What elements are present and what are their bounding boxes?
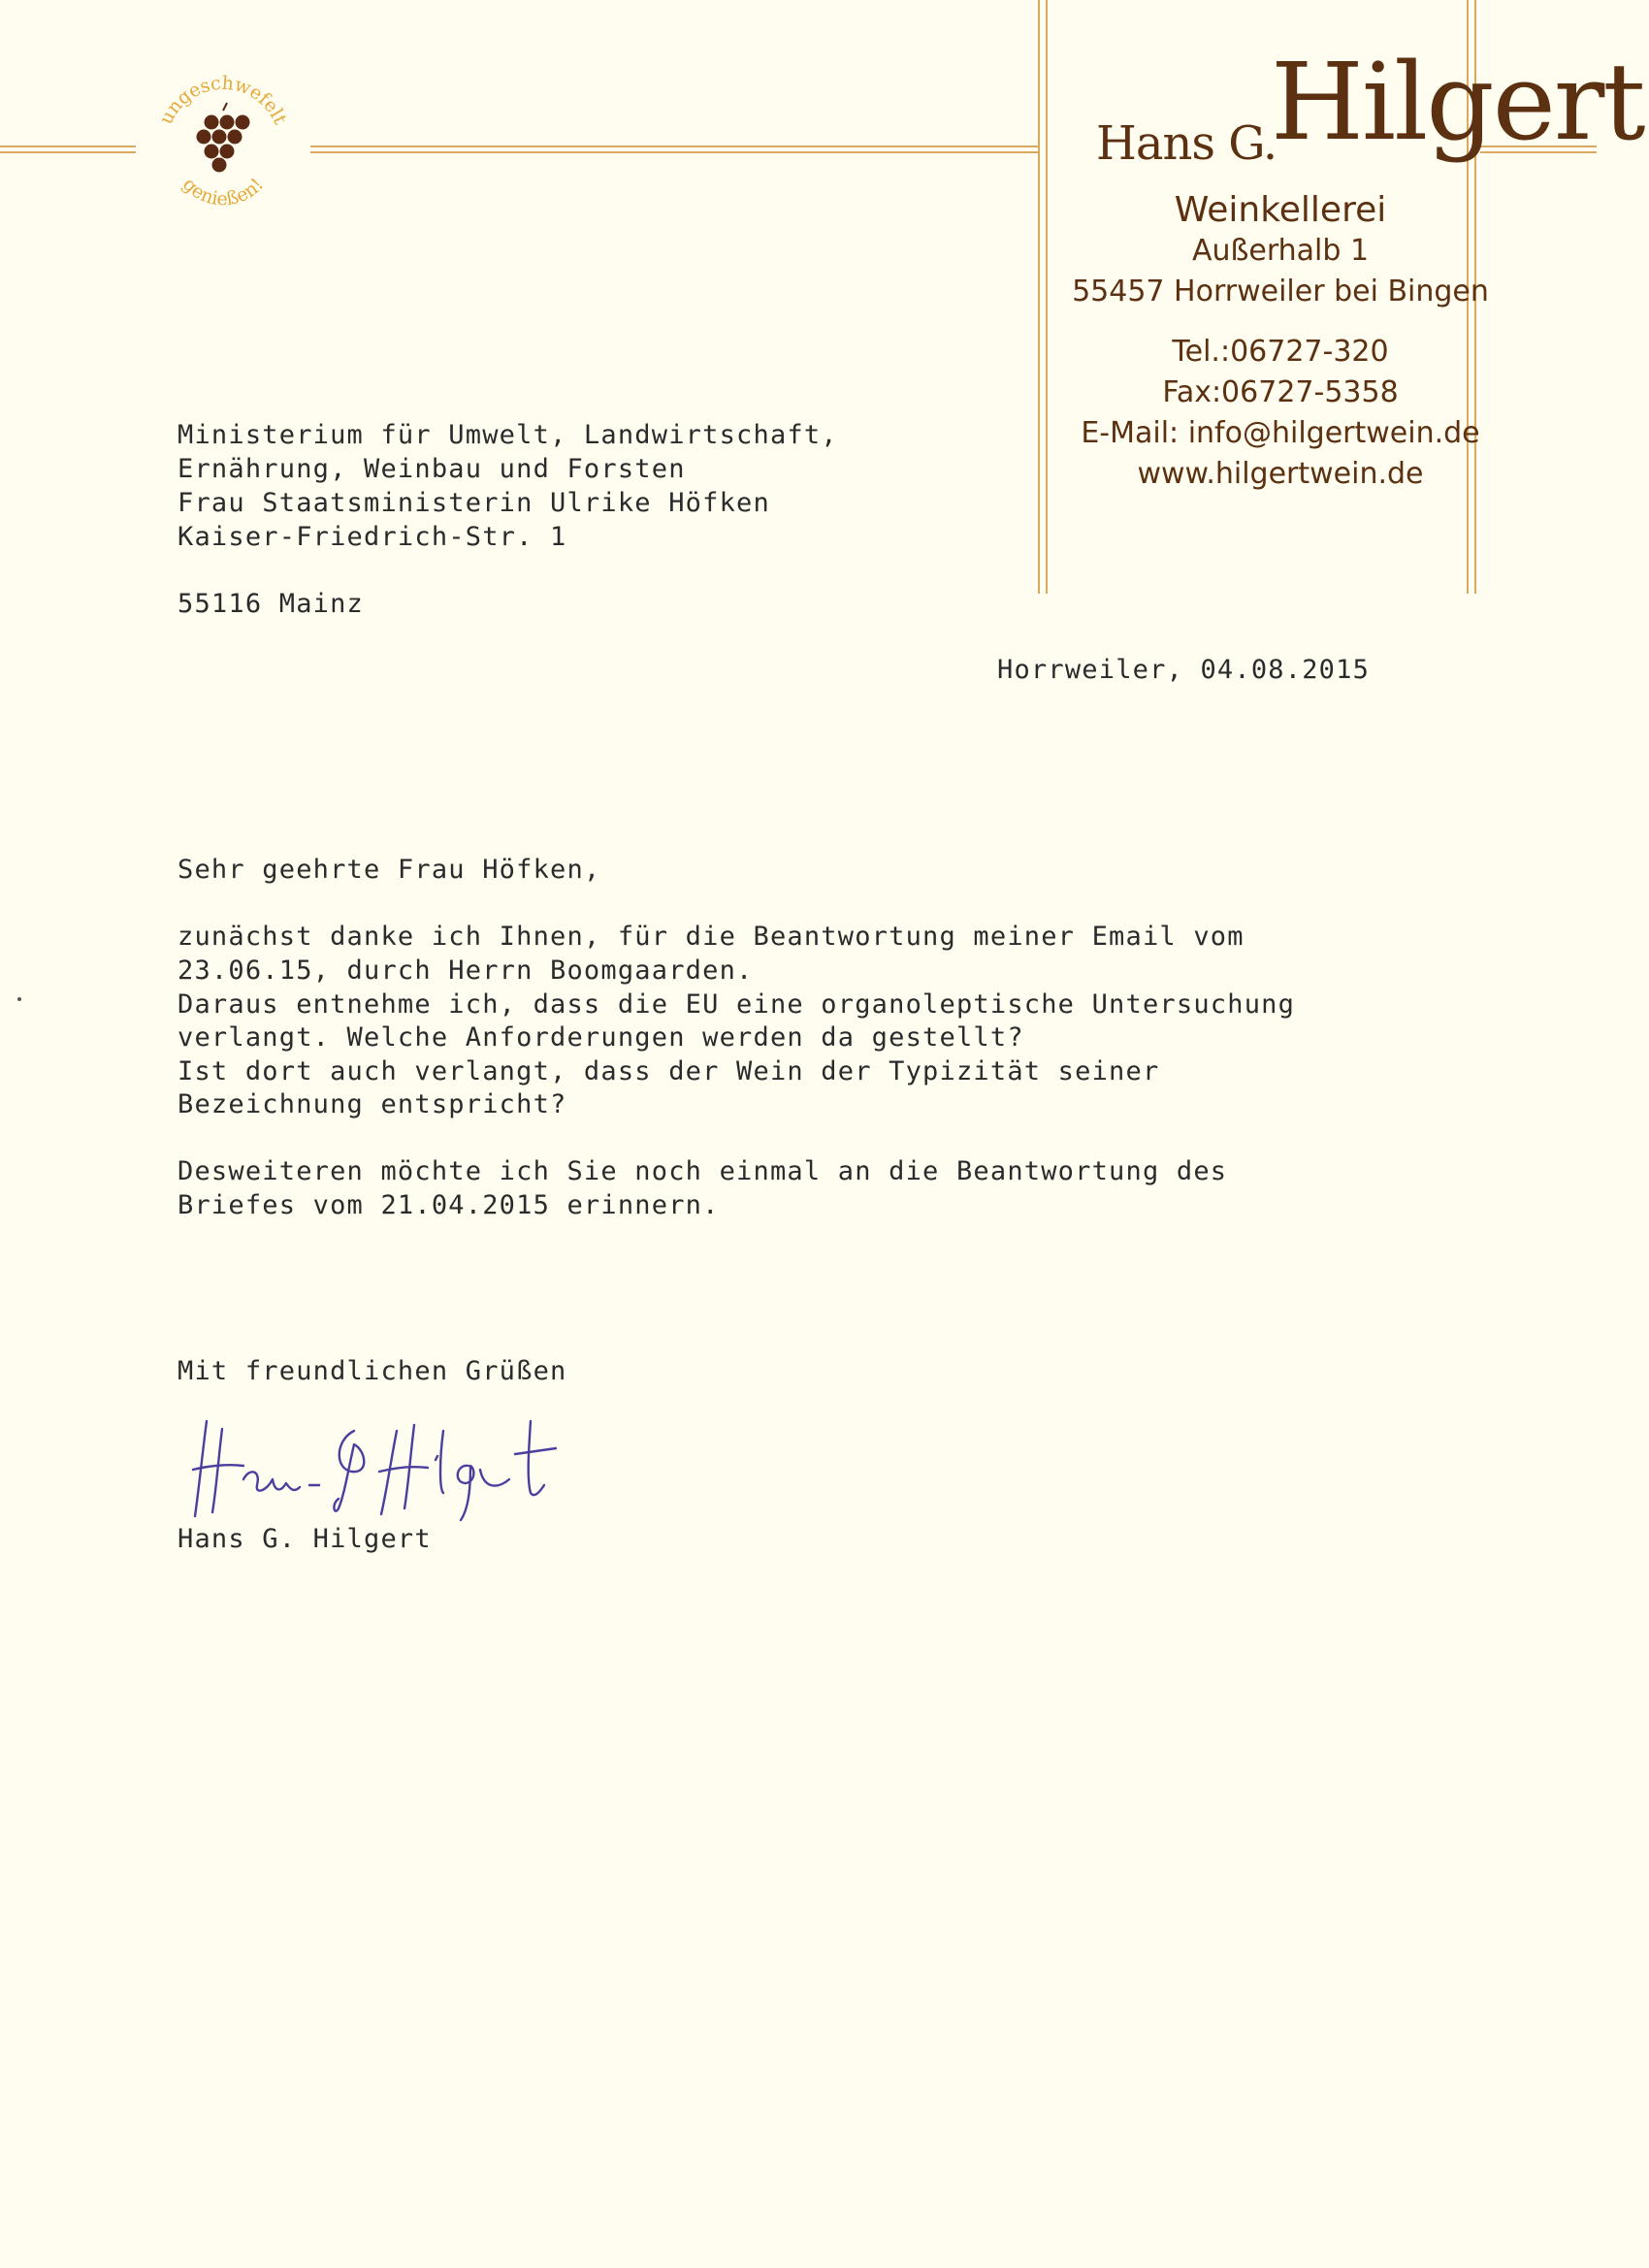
recipient-line-1: Ministerium für Umwelt, Landwirtschaft, xyxy=(178,420,838,450)
company-tel: Tel.:06727-320 xyxy=(1172,335,1389,369)
recipient-line-3: Frau Staatsministerin Ulrike Höfken xyxy=(178,488,770,518)
letterhead xyxy=(1048,40,1644,495)
paragraph-1-line: verlangt. Welche Anforderungen werden da gestellt? xyxy=(178,1022,1024,1053)
paragraph-1-line: Bezeichnung entspricht? xyxy=(178,1089,567,1119)
stamp-top-text: ungeschwefelt xyxy=(155,72,291,128)
company-city: 55457 Horrweiler bei Bingen xyxy=(1072,275,1489,308)
company-street: Außerhalb 1 xyxy=(1191,234,1370,268)
brand-logo xyxy=(1048,40,1644,184)
paragraph-2-line: Desweiteren möchte ich Sie noch einmal an die Beantwortung des xyxy=(178,1156,1228,1186)
recipient-city: 55116 Mainz xyxy=(178,589,365,619)
paragraph-1-line: Ist dort auch verlangt, dass der Wein der Typizität seiner xyxy=(178,1056,1160,1086)
recipient-line-4: Kaiser-Friedrich-Str. 1 xyxy=(178,522,567,552)
company-web: www.hilgertwein.de xyxy=(1137,457,1424,491)
company-fax: Fax:06727-5358 xyxy=(1162,375,1399,409)
paragraph-2-line: Briefes vom 21.04.2015 erinnern. xyxy=(178,1190,720,1220)
paragraph-1-line: 23.06.15, durch Herrn Boomgaarden. xyxy=(178,956,754,986)
paragraph-1-line: Daraus entnehme ich, dass die EU eine organoleptische Untersuchung xyxy=(178,989,1296,1020)
salutation: Sehr geehrte Frau Höfken, xyxy=(178,855,601,885)
stamp-bottom-text: genießen! xyxy=(178,174,269,211)
grape-icon xyxy=(197,103,250,173)
handwritten-signature xyxy=(189,1411,597,1528)
closing: Mit freundlichen Grüßen xyxy=(178,1356,567,1386)
header-rule-left xyxy=(0,146,136,153)
brand-last-name: Hilgert xyxy=(1271,40,1644,164)
brand-first-name: Hans G. xyxy=(1096,116,1277,171)
stamp-logo xyxy=(146,68,301,223)
paragraph-1-line: zunächst danke ich Ihnen, für die Beantwortung meiner Email vom xyxy=(178,922,1245,952)
letterhead-frame-left xyxy=(1038,0,1048,594)
svg-text:genießen! xyxy=(178,174,268,210)
letter-date: Horrweiler, 04.08.2015 xyxy=(997,655,1371,685)
paper-speck xyxy=(17,997,21,1001)
header-rule-middle xyxy=(310,146,1040,153)
company-email: E-Mail: info@hilgertwein.de xyxy=(1081,416,1480,450)
recipient-line-2: Ernährung, Weinbau und Forsten xyxy=(178,454,686,484)
company-name: Weinkellerei xyxy=(1174,190,1387,230)
signature-name: Hans G. Hilgert xyxy=(178,1524,432,1554)
